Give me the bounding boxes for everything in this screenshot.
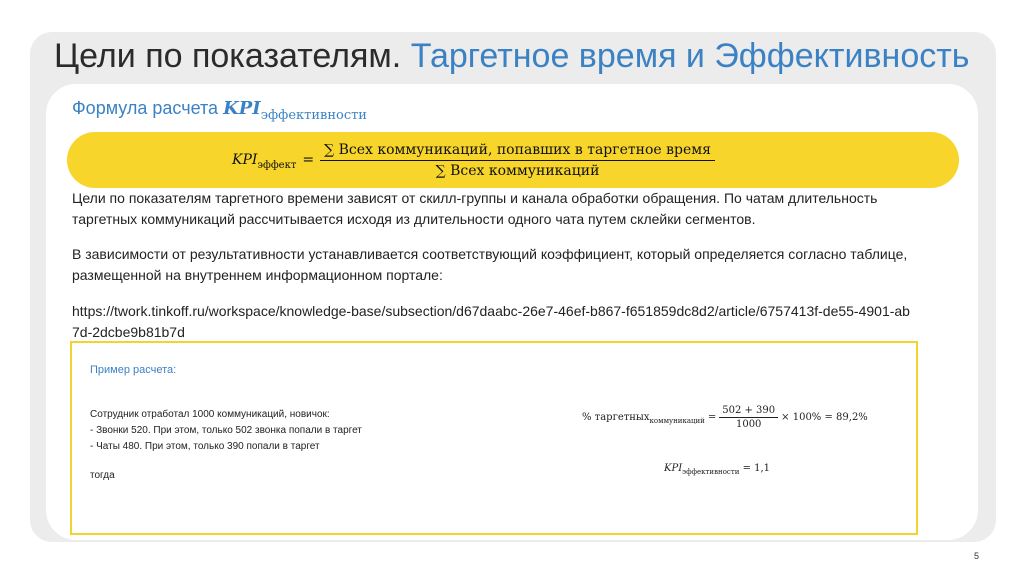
calc2-sub: эффективности xyxy=(682,468,740,476)
page-number: 5 xyxy=(974,551,980,561)
formula-denominator: ∑ Всех коммуникаций xyxy=(435,162,600,179)
example-calc-target xyxy=(582,405,868,430)
calc1-fraction xyxy=(719,405,778,430)
example-line-2: - Звонки 520. При этом, только 502 звонка попали в таргет xyxy=(90,425,362,436)
example-description xyxy=(90,407,362,455)
formula-fraction xyxy=(320,142,715,179)
example-line-3: - Чаты 480. При этом, только 390 попали в таргет xyxy=(90,441,320,452)
example-calc-kpi xyxy=(664,463,770,474)
paragraph-coefficient: В зависимости от результативности устанавливается соответствующий коэффициент, который определяется согласно таблице, размещенной на внутреннем информационном портале: xyxy=(72,246,908,283)
formula-label-text: Формула расчета xyxy=(72,98,219,118)
formula-kpi-sub: эффективности xyxy=(260,108,367,123)
formula-numerator: ∑ Всех коммуникаций, попавших в таргетное время xyxy=(320,142,715,161)
example-title: Пример расчета: xyxy=(90,364,177,376)
example-then: тогда xyxy=(90,470,115,481)
calc2-result: = 1,1 xyxy=(742,463,771,474)
calc1-result: × 100% = 89,2% xyxy=(781,412,868,423)
portal-link[interactable]: https://twork.tinkoff.ru/workspace/knowledge-base/subsection/d67daabc-26e7-46ef-b867-f651859dc8d2/article/6757413f-de55-4901-ab7d-2dcbe9b81b7d xyxy=(72,303,910,340)
calc2-kpi: KPI xyxy=(664,463,683,474)
formula-kpi: KPI xyxy=(223,98,261,119)
calc1-numerator: 502 + 390 xyxy=(719,405,778,418)
formula-lhs: $KPI_{эффект}$ xyxy=(232,152,297,171)
calc1-denominator: 1000 xyxy=(735,419,762,430)
formula-equals: = xyxy=(302,152,315,168)
title-main: Цели по показателям. xyxy=(54,37,402,75)
kpi-formula xyxy=(232,135,715,185)
example-line-1: Сотрудник отработал 1000 коммуникаций, новичок: xyxy=(90,409,330,420)
paragraph-target-time: Цели по показателям таргетного времени зависят от скилл-группы и канала обработки обращения. По чатам длительность таргетных коммуникаций рассчитывается исходя из длительности одного чата путем склейки сегментов. xyxy=(72,190,878,227)
calc1-label: % таргетных xyxy=(582,412,650,423)
slide-title xyxy=(54,36,970,76)
calc1-sub: коммуникаций xyxy=(649,416,705,425)
calc1-equals: = xyxy=(707,412,717,423)
formula-heading xyxy=(72,98,367,123)
title-accent: Таргетное время и Эффективность xyxy=(410,37,970,75)
